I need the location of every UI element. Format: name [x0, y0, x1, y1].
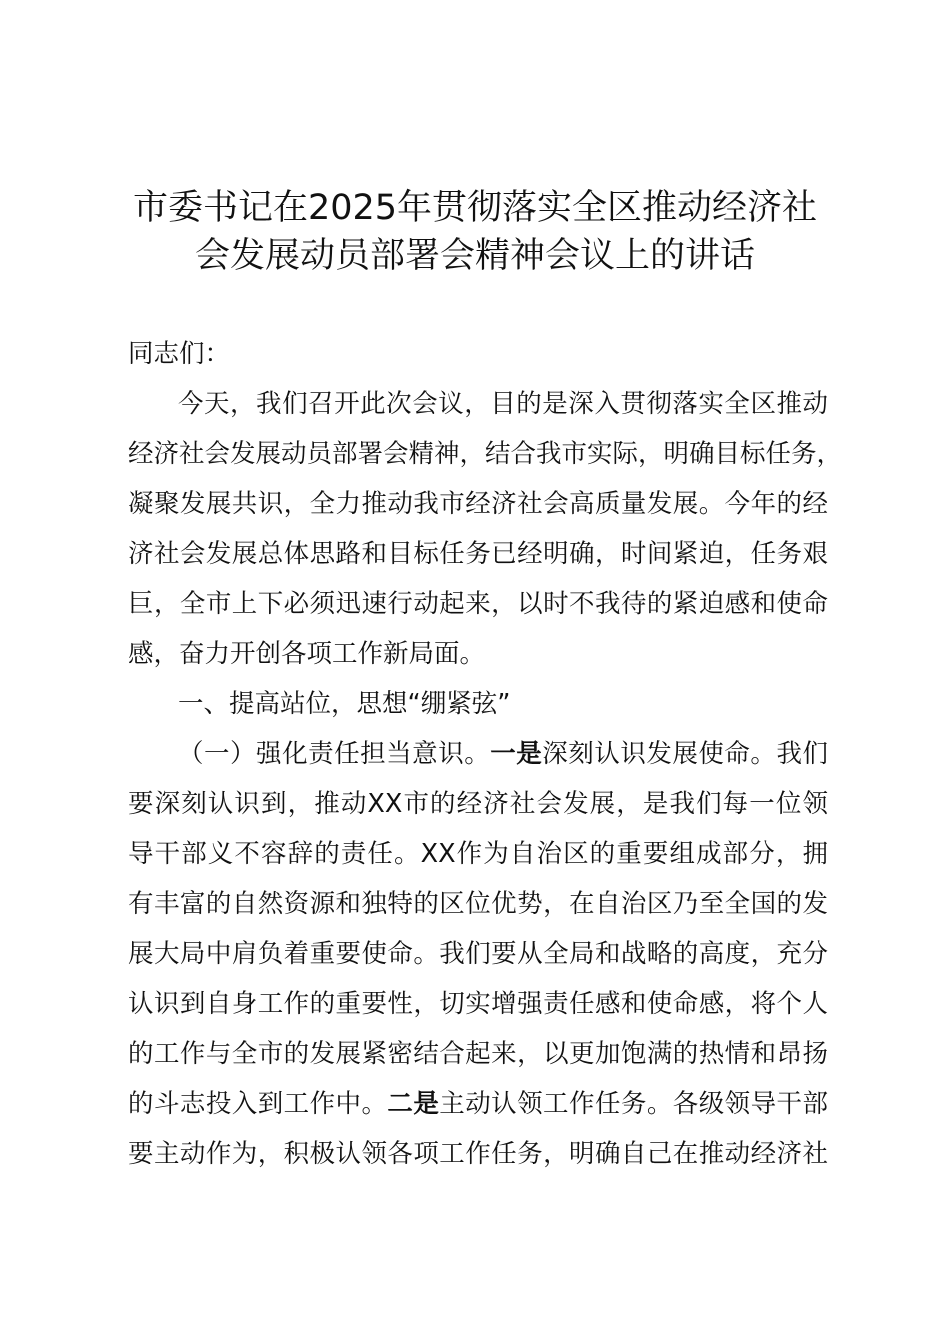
- para2-line-8: [128, 1088, 828, 1120]
- document-title-line-1: 市委书记在2025年贯彻落实全区推动经济社: [132, 188, 818, 228]
- section-heading-1: 一、提高站位，思想“绷紧弦”: [178, 689, 511, 719]
- para2-line-8-pre: 的斗志投入到工作中。: [128, 1089, 388, 1119]
- para2-line-5: 展大局中肩负着重要使命。我们要从全局和战略的高度，充分: [128, 939, 828, 969]
- para1-line-6: 感，奋力开创各项工作新局面。: [128, 639, 486, 669]
- para2-line-9: 要主动作为，积极认领各项工作任务，明确自己在推动经济社: [128, 1139, 828, 1169]
- para1-line-3: 凝聚发展共识，全力推动我市经济社会高质量发展。今年的经: [128, 489, 828, 519]
- para2-line-2: 要深刻认识到，推动XX市的经济社会发展，是我们每一位领: [128, 789, 828, 819]
- para2-line-7: 的工作与全市的发展紧密结合起来，以更加饱满的热情和昂扬: [128, 1039, 828, 1069]
- para1-line-1: 今天，我们召开此次会议，目的是深入贯彻落实全区推动: [178, 389, 828, 419]
- para2-line-1-rest: 深刻认识发展使命。我们: [542, 739, 828, 769]
- para2-line-1: [178, 738, 828, 770]
- document-title-line-2: 会发展动员部署会精神会议上的讲话: [194, 236, 755, 276]
- para1-line-2: 经济社会发展动员部署会精神，结合我市实际，明确目标任务，: [128, 439, 843, 469]
- salutation: 同志们：: [128, 339, 231, 369]
- para2-line-8-rest: 主动认领工作任务。各级领导干部: [439, 1089, 828, 1119]
- para1-line-5: 巨，全市上下必须迅速行动起来，以时不我待的紧迫感和使命: [128, 589, 828, 619]
- bold-marker-two: 二是: [387, 1089, 440, 1119]
- para2-line-6: 认识到自身工作的重要性，切实增强责任感和使命感，将个人: [128, 989, 828, 1019]
- para2-line-4: 有丰富的自然资源和独特的区位优势，在自治区乃至全国的发: [128, 889, 828, 919]
- subheading-text: （一）强化责任担当意识。: [178, 739, 491, 769]
- para2-line-3: 导干部义不容辞的责任。XX作为自治区的重要组成部分，拥: [128, 839, 828, 869]
- bold-marker-one: 一是: [490, 739, 543, 769]
- para1-line-4: 济社会发展总体思路和目标任务已经明确，时间紧迫，任务艰: [128, 539, 828, 569]
